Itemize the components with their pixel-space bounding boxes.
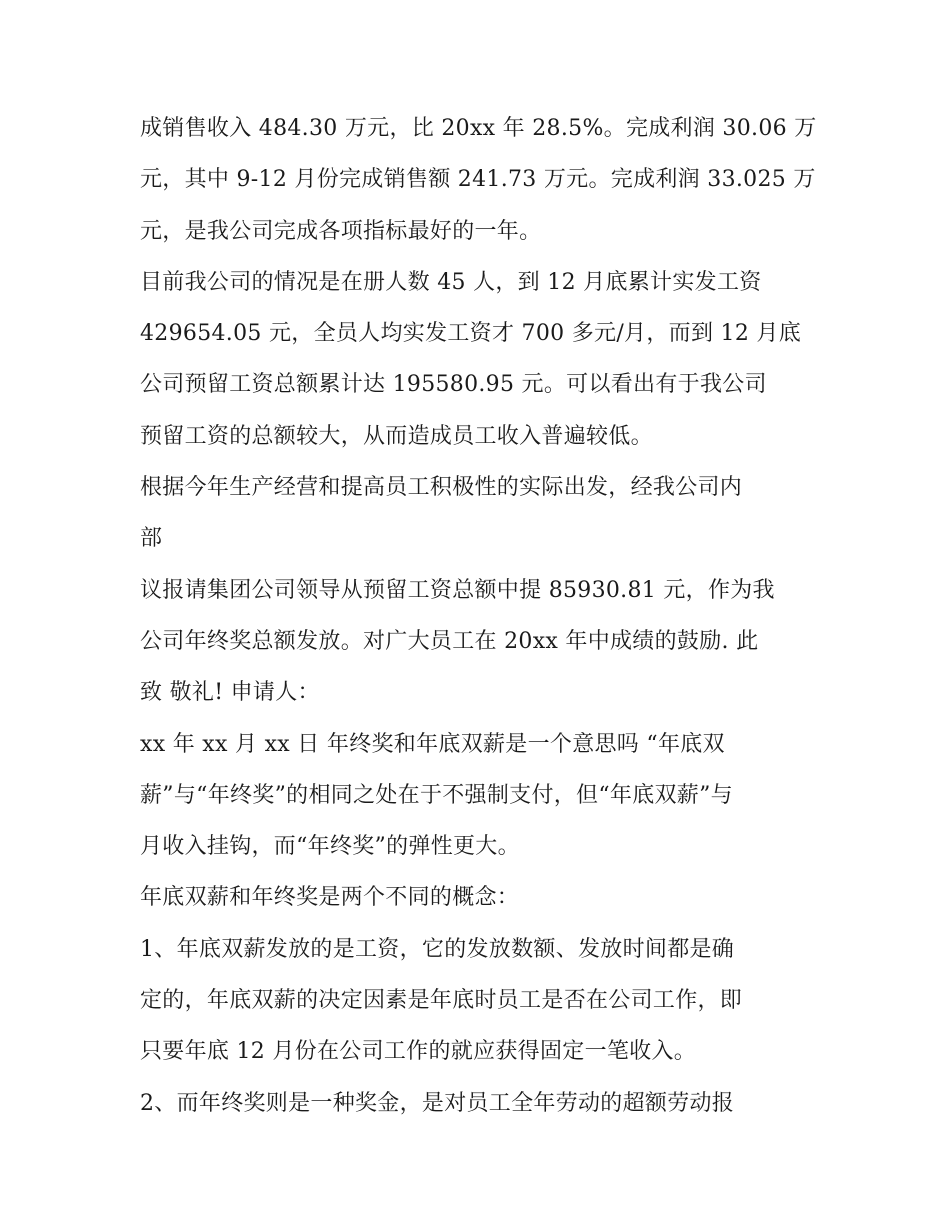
text-line: 成销售收入 484.30 万元，比 20xx 年 28.5%。完成利润 30.06 万 [140, 116, 817, 141]
text-line: 根据今年生产经营和提高员工积极性的实际出发，经我公司内 [140, 475, 743, 501]
text-line: 致 敬礼! 申请人： [140, 680, 320, 706]
text-line: 元，其中 9-12 月份完成销售额 241.73 万元。完成利润 33.025 万 [140, 167, 816, 193]
text-line: 预留工资的总额较大，从而造成员工收入普遍较低。 [140, 423, 653, 449]
document-body [140, 103, 830, 1129]
text-line: 部 [140, 526, 163, 552]
text-line: 429654.05 元，全员人均实发工资才 700 多元/月，而到 12 月底 [140, 321, 802, 347]
text-line: xx 年 xx 月 xx 日 年终奖和年底双薪是一个意思吗 “年底双 [140, 731, 725, 757]
text-line: 月收入挂钩，而“年终奖”的弹性更大。 [140, 834, 520, 860]
text-line: 公司预留工资总额累计达 195580.95 元。可以看出有于我公司 [140, 372, 767, 398]
text-line: 元，是我公司完成各项指标最好的一年。 [140, 218, 542, 244]
text-line: 定的，年底双薪的决定因素是年底时员工是否在公司工作，即 [140, 988, 743, 1014]
text-line: 2、而年终奖则是一种奖金，是对员工全年劳动的超额劳动报 [140, 1090, 735, 1116]
text-line: 1、年底双薪发放的是工资，它的发放数额、发放时间都是确 [140, 936, 735, 962]
text-line: 只要年底 12 月份在公司工作的就应获得固定一笔收入。 [140, 1039, 697, 1065]
text-line: 目前我公司的情况是在册人数 45 人，到 12 月底累计实发工资 [140, 269, 762, 295]
text-line: 公司年终奖总额发放。对广大员工在 20xx 年中成绩的鼓励. 此 [140, 628, 759, 654]
text-line: 年底双薪和年终奖是两个不同的概念： [140, 885, 520, 911]
text-line: 薪”与“年终奖”的相同之处在于不强制支付，但“年底双薪”与 [140, 782, 733, 808]
text-line: 议报请集团公司领导从预留工资总额中提 85930.81 元，作为我 [140, 577, 775, 603]
